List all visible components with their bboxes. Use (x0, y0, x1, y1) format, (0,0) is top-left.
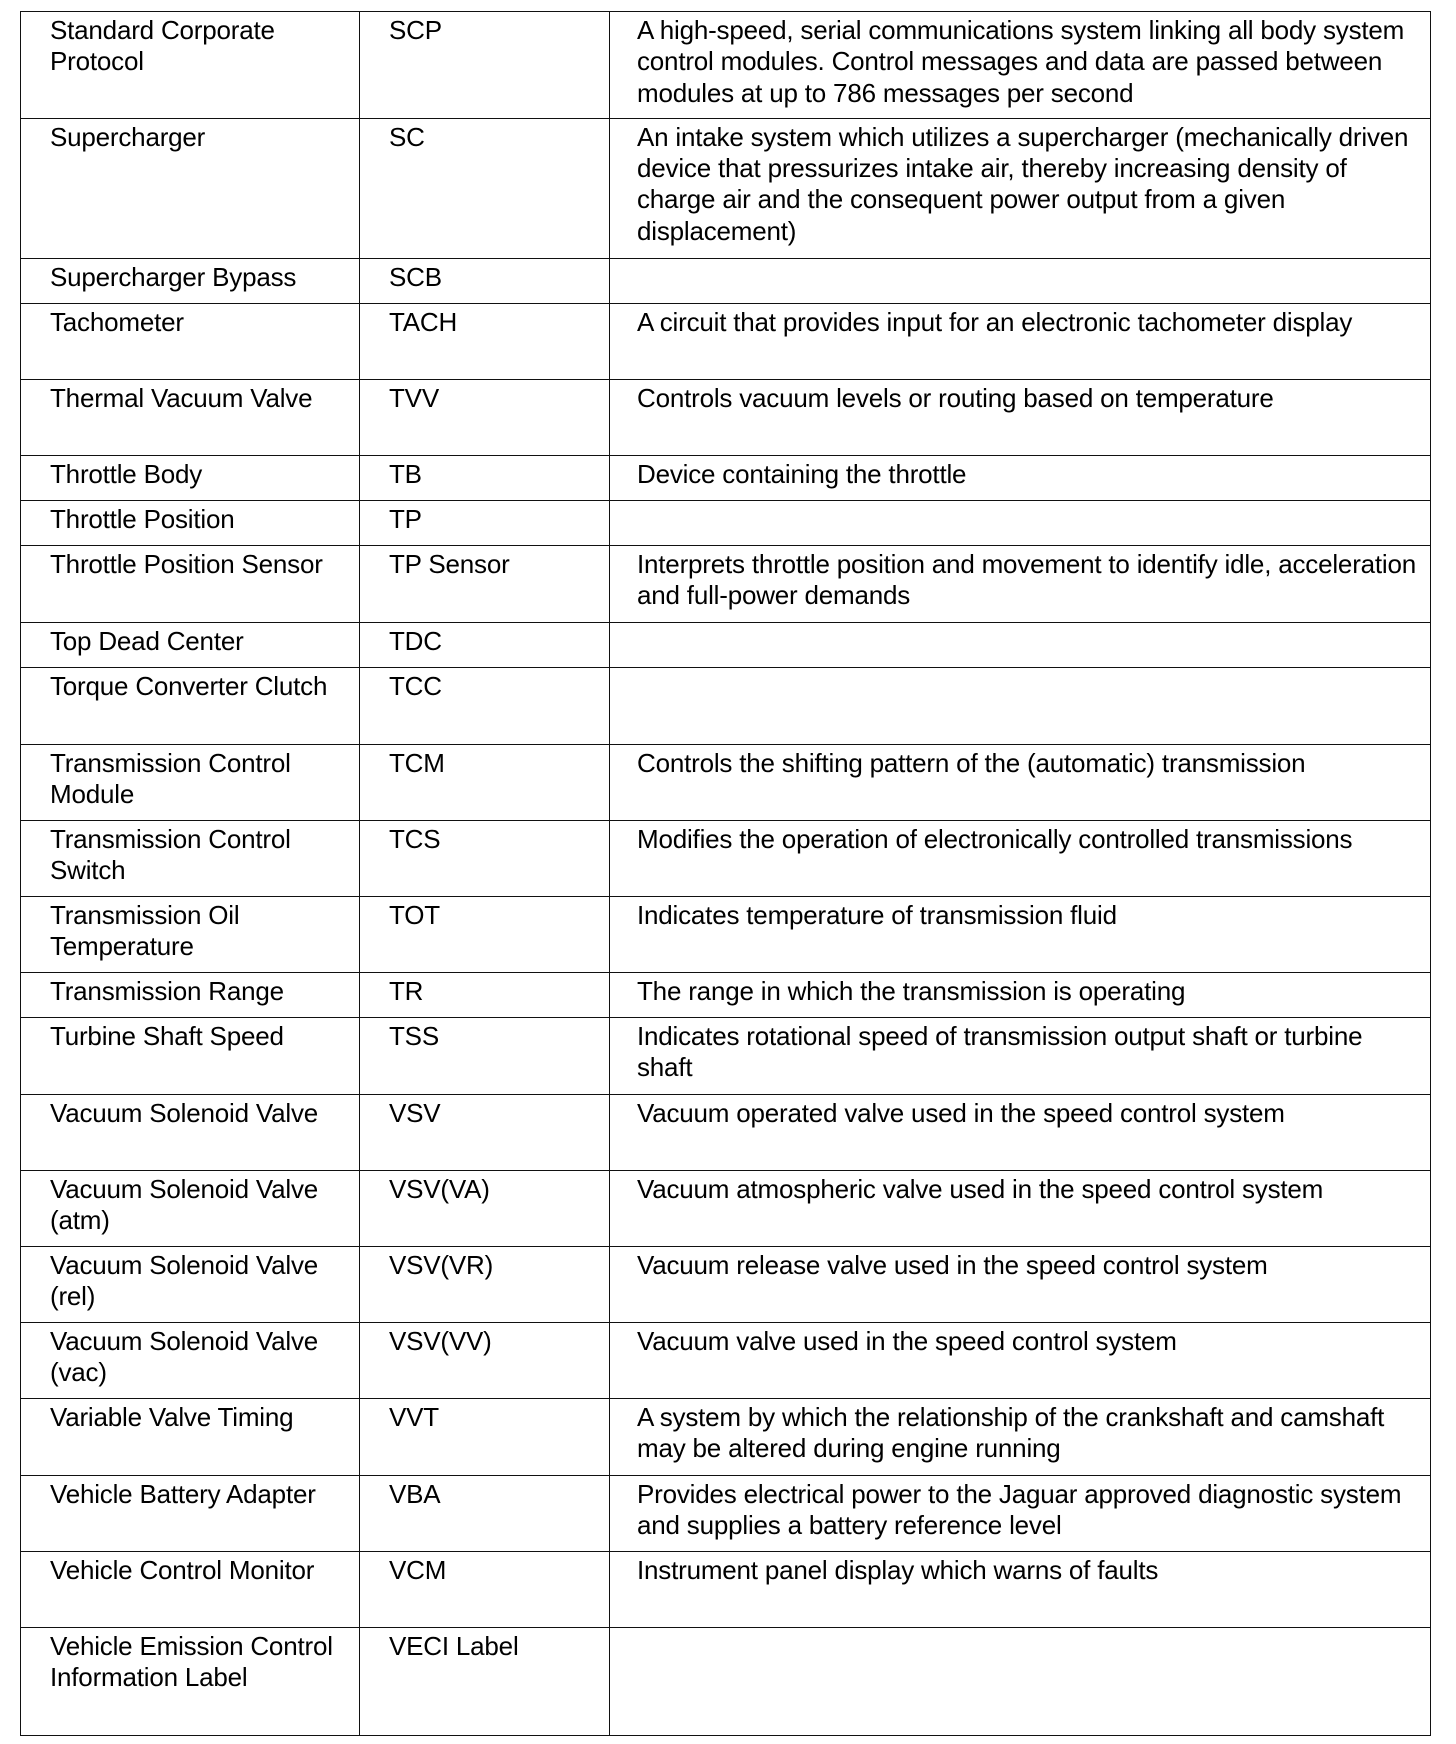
description-cell (610, 258, 1431, 303)
term-cell: Throttle Body (21, 455, 360, 500)
term-cell: Vehicle Battery Adapter (21, 1475, 360, 1551)
term-cell: Transmission Oil Temperature (21, 896, 360, 972)
description-cell: A system by which the relationship of the crankshaft and camshaft may be altered during engine running (610, 1398, 1431, 1475)
description-cell: Controls the shifting pattern of the (automatic) transmission (610, 744, 1431, 820)
term-cell: Vacuum Solenoid Valve (atm) (21, 1170, 360, 1246)
abbreviation-cell: TCS (360, 820, 610, 896)
description-cell: Indicates rotational speed of transmission output shaft or turbine shaft (610, 1017, 1431, 1094)
term-cell: Vehicle Control Monitor (21, 1551, 360, 1627)
table-row (21, 500, 1431, 545)
abbreviation-cell: TDC (360, 622, 610, 667)
description-cell: Vacuum release valve used in the speed control system (610, 1246, 1431, 1322)
table-row (21, 622, 1431, 667)
description-cell (610, 500, 1431, 545)
table-row (21, 455, 1431, 500)
description-cell: Instrument panel display which warns of faults (610, 1551, 1431, 1627)
description-cell: The range in which the transmission is operating (610, 972, 1431, 1017)
abbreviation-cell: SCB (360, 258, 610, 303)
description-cell: A circuit that provides input for an electronic tachometer display (610, 303, 1431, 379)
table-row (21, 1170, 1431, 1246)
description-cell: Interprets throttle position and movement to identify idle, acceleration and full-power demands (610, 545, 1431, 622)
term-cell: Vacuum Solenoid Valve (vac) (21, 1322, 360, 1398)
description-cell: Indicates temperature of transmission fluid (610, 896, 1431, 972)
table-row (21, 1398, 1431, 1475)
abbreviation-cell: TSS (360, 1017, 610, 1094)
term-cell: Standard Corporate Protocol (21, 12, 360, 119)
term-cell: Thermal Vacuum Valve (21, 379, 360, 455)
abbreviation-cell: VSV(VV) (360, 1322, 610, 1398)
description-cell (610, 667, 1431, 744)
table-row (21, 896, 1431, 972)
term-cell: Throttle Position (21, 500, 360, 545)
description-cell: Device containing the throttle (610, 455, 1431, 500)
term-cell: Vehicle Emission Control Information Label (21, 1627, 360, 1735)
table-row (21, 1094, 1431, 1170)
description-cell: A high-speed, serial communications system linking all body system control modules. Control messages and data are passed between modules at up to 786 messages per second (610, 12, 1431, 119)
abbreviation-cell: SCP (360, 12, 610, 119)
term-cell: Transmission Control Switch (21, 820, 360, 896)
abbreviation-cell: VCM (360, 1551, 610, 1627)
description-cell: Provides electrical power to the Jaguar approved diagnostic system and supplies a battery reference level (610, 1475, 1431, 1551)
table-row (21, 258, 1431, 303)
abbreviation-cell: TCC (360, 667, 610, 744)
table-row (21, 379, 1431, 455)
abbreviation-cell: TP (360, 500, 610, 545)
term-cell: Top Dead Center (21, 622, 360, 667)
table-row (21, 667, 1431, 744)
term-cell: Turbine Shaft Speed (21, 1017, 360, 1094)
abbreviation-cell: SC (360, 118, 610, 258)
table-row (21, 1475, 1431, 1551)
glossary-table (20, 11, 1431, 1736)
abbreviation-cell: TOT (360, 896, 610, 972)
description-cell (610, 1627, 1431, 1735)
term-cell: Vacuum Solenoid Valve (rel) (21, 1246, 360, 1322)
abbreviation-cell: VSV(VR) (360, 1246, 610, 1322)
abbreviation-cell: VECI Label (360, 1627, 610, 1735)
table-row (21, 744, 1431, 820)
description-cell: Controls vacuum levels or routing based on temperature (610, 379, 1431, 455)
table-row (21, 12, 1431, 119)
table-row (21, 1246, 1431, 1322)
abbreviation-cell: TR (360, 972, 610, 1017)
abbreviation-cell: TP Sensor (360, 545, 610, 622)
table-row (21, 820, 1431, 896)
description-cell: Vacuum operated valve used in the speed control system (610, 1094, 1431, 1170)
table-row (21, 1551, 1431, 1627)
term-cell: Throttle Position Sensor (21, 545, 360, 622)
abbreviation-cell: VBA (360, 1475, 610, 1551)
abbreviation-cell: TACH (360, 303, 610, 379)
description-cell: Vacuum atmospheric valve used in the speed control system (610, 1170, 1431, 1246)
glossary-body (21, 12, 1431, 1736)
term-cell: Tachometer (21, 303, 360, 379)
term-cell: Torque Converter Clutch (21, 667, 360, 744)
description-cell: Modifies the operation of electronically controlled transmissions (610, 820, 1431, 896)
abbreviation-cell: TCM (360, 744, 610, 820)
table-row (21, 972, 1431, 1017)
abbreviation-cell: TVV (360, 379, 610, 455)
term-cell: Transmission Control Module (21, 744, 360, 820)
table-row (21, 1322, 1431, 1398)
table-row (21, 303, 1431, 379)
abbreviation-cell: VSV (360, 1094, 610, 1170)
abbreviation-cell: TB (360, 455, 610, 500)
table-row (21, 1017, 1431, 1094)
abbreviation-cell: VSV(VA) (360, 1170, 610, 1246)
term-cell: Vacuum Solenoid Valve (21, 1094, 360, 1170)
description-cell: Vacuum valve used in the speed control system (610, 1322, 1431, 1398)
abbreviation-cell: VVT (360, 1398, 610, 1475)
term-cell: Transmission Range (21, 972, 360, 1017)
term-cell: Variable Valve Timing (21, 1398, 360, 1475)
term-cell: Supercharger (21, 118, 360, 258)
description-cell (610, 622, 1431, 667)
term-cell: Supercharger Bypass (21, 258, 360, 303)
description-cell: An intake system which utilizes a supercharger (mechanically driven device that pressurizes intake air, thereby increasing density of charge air and the consequent power output from a given displacement) (610, 118, 1431, 258)
table-row (21, 545, 1431, 622)
table-row (21, 118, 1431, 258)
table-row (21, 1627, 1431, 1735)
